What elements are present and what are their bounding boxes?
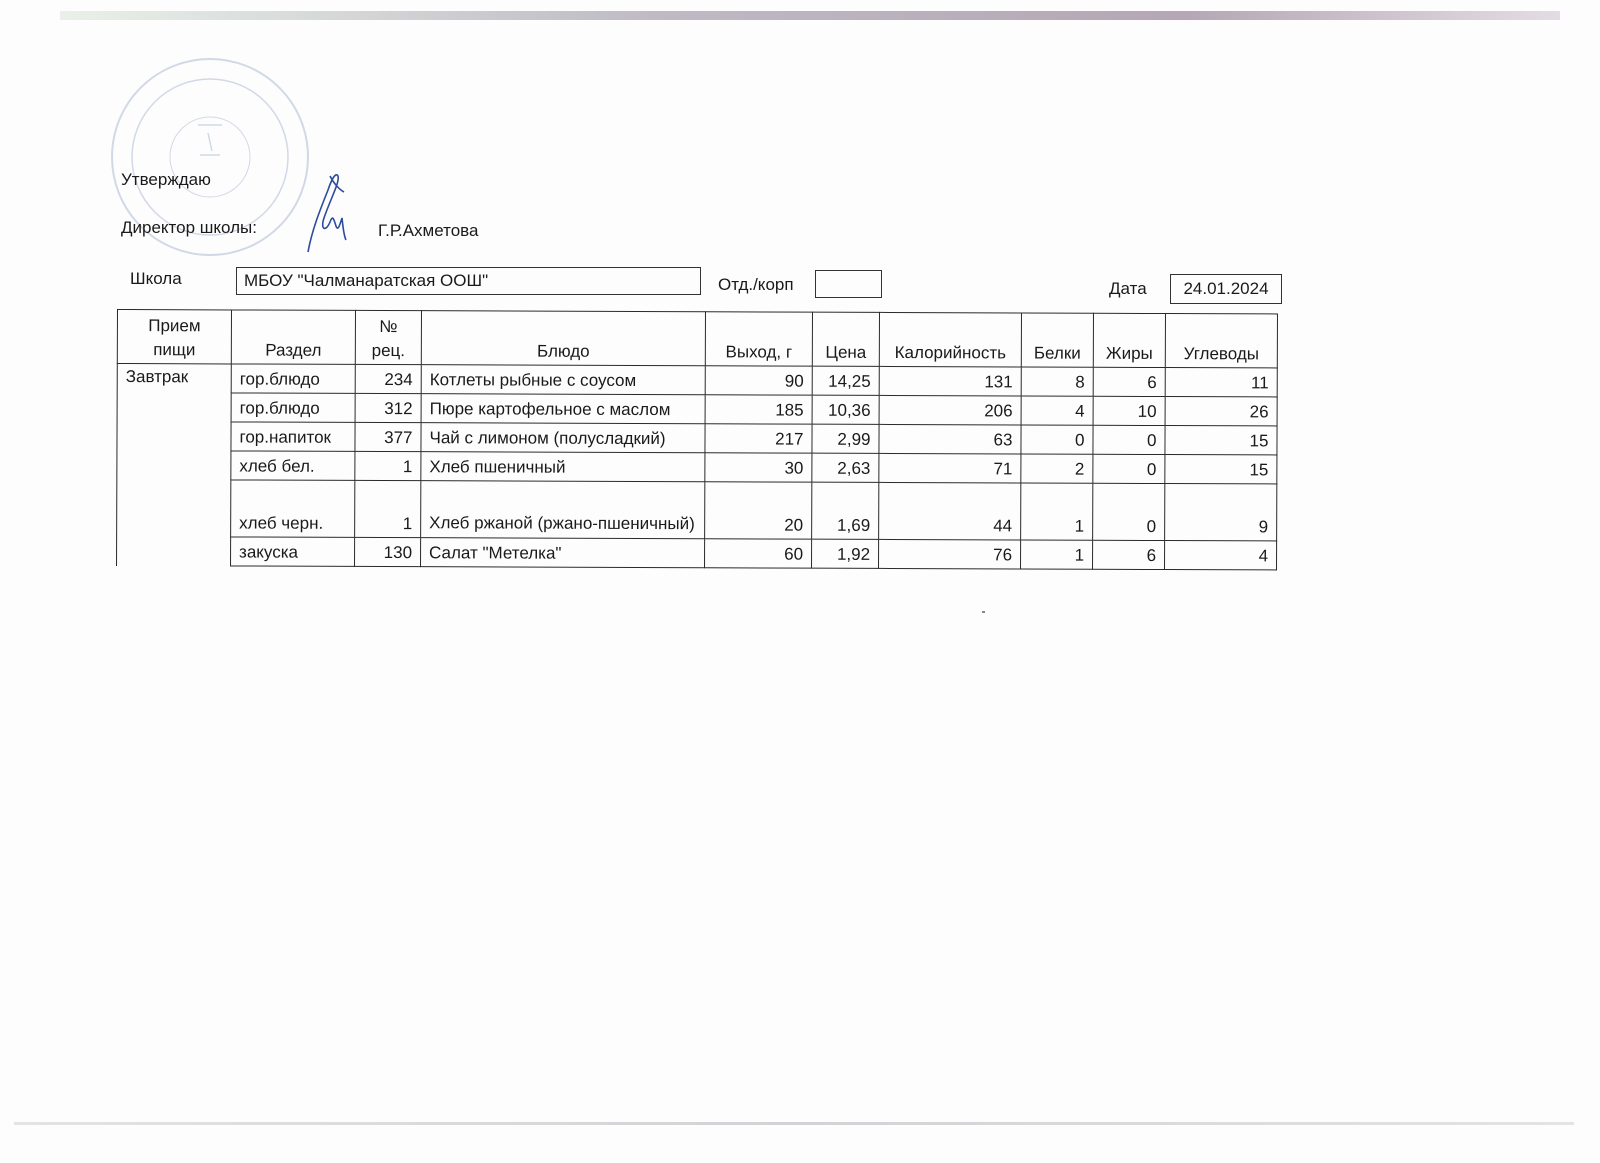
col-header-calories: Калорийность: [879, 312, 1021, 367]
col-header-carbs: Углеводы: [1165, 314, 1277, 368]
director-label: Директор школы:: [121, 218, 257, 237]
col-header-fat: Жиры: [1093, 313, 1165, 367]
dept-label: Отд./корп: [718, 275, 794, 294]
fat-cell: 10: [1093, 396, 1165, 425]
dept-field: [815, 270, 882, 298]
price-cell: 2,99: [812, 424, 879, 453]
protein-cell: 1: [1021, 540, 1093, 569]
dish-cell: Котлеты рыбные с соусом: [421, 365, 705, 395]
header-row: [117, 310, 1277, 368]
calories-cell: 206: [879, 395, 1021, 425]
table-row: [117, 480, 1277, 541]
section-cell: закуска: [231, 537, 355, 566]
fat-cell: 6: [1093, 367, 1165, 396]
protein-cell: 4: [1021, 396, 1093, 425]
calories-cell: 44: [879, 482, 1021, 540]
approve-label: Утверждаю: [121, 170, 211, 189]
meal-cell: Завтрак: [117, 364, 232, 566]
col-header-yield: Выход, г: [705, 312, 812, 366]
price-cell: 10,36: [812, 395, 879, 424]
yield-cell: 20: [705, 482, 812, 539]
fat-cell: 0: [1093, 483, 1165, 540]
carbs-cell: 4: [1165, 541, 1277, 570]
col-header-recipe: № рец.: [355, 310, 421, 364]
col-header-meal: Прием пищи: [117, 310, 231, 364]
recipe-cell: 312: [355, 393, 421, 422]
director-name: Г.Р.Ахметова: [378, 221, 479, 240]
calories-cell: 63: [879, 424, 1021, 454]
price-cell: 1,92: [812, 539, 879, 568]
yield-cell: 185: [705, 395, 812, 424]
yield-cell: 60: [705, 539, 812, 568]
recipe-cell: 377: [355, 422, 421, 451]
director-signature: [300, 170, 350, 255]
section-cell: гор.блюдо: [231, 364, 355, 393]
dish-cell: Хлеб пшеничный: [421, 452, 705, 482]
calories-cell: 71: [879, 453, 1021, 483]
dish-cell: Пюре картофельное с маслом: [421, 394, 705, 424]
recipe-cell: 1: [355, 480, 421, 537]
school-label: Школа: [130, 269, 182, 288]
table-row: [117, 422, 1277, 455]
carbs-cell: 11: [1165, 368, 1277, 397]
dish-cell: Хлеб ржаной (ржано-пшеничный): [421, 481, 705, 539]
col-header-section: Раздел: [231, 310, 355, 364]
price-cell: 1,69: [812, 482, 879, 539]
table-row: [117, 393, 1277, 426]
scan-edge-top: [60, 11, 1560, 20]
calories-cell: 131: [879, 366, 1021, 396]
yield-cell: 90: [705, 366, 812, 395]
col-header-price: Цена: [812, 312, 879, 366]
col-header-dish: Блюдо: [421, 311, 705, 366]
date-label: Дата: [1109, 279, 1147, 298]
protein-cell: 2: [1021, 454, 1093, 483]
col-header-protein: Белки: [1021, 313, 1093, 367]
section-cell: хлеб бел.: [231, 451, 355, 480]
dish-cell: Чай с лимоном (полусладкий): [421, 423, 705, 453]
protein-cell: 0: [1021, 425, 1093, 454]
yield-cell: 217: [705, 424, 812, 453]
carbs-cell: 26: [1165, 397, 1277, 426]
fat-cell: 6: [1093, 540, 1165, 569]
carbs-cell: 15: [1165, 455, 1277, 484]
price-cell: 14,25: [812, 366, 879, 395]
price-cell: 2,63: [812, 453, 879, 482]
scan-edge-bottom: [14, 1122, 1574, 1125]
fat-cell: 0: [1093, 454, 1165, 483]
carbs-cell: 9: [1165, 484, 1277, 541]
recipe-cell: 234: [355, 364, 421, 393]
dish-cell: Салат "Метелка": [421, 538, 705, 568]
carbs-cell: 15: [1165, 426, 1277, 455]
school-field: МБОУ "Чалманаратская ООШ": [236, 267, 701, 295]
table-row: [117, 537, 1277, 570]
table-row: [117, 364, 1277, 397]
fat-cell: 0: [1093, 425, 1165, 454]
scan-speck: [982, 611, 985, 613]
yield-cell: 30: [705, 453, 812, 482]
section-cell: хлеб черн.: [231, 480, 355, 537]
protein-cell: 1: [1021, 483, 1093, 540]
protein-cell: 8: [1021, 367, 1093, 396]
recipe-cell: 1: [355, 451, 421, 480]
table-row: [117, 451, 1277, 484]
calories-cell: 76: [879, 539, 1021, 569]
section-cell: гор.напиток: [231, 422, 355, 451]
menu-table: [116, 309, 1278, 570]
section-cell: гор.блюдо: [231, 393, 355, 422]
date-field: 24.01.2024: [1170, 274, 1282, 304]
recipe-cell: 130: [355, 537, 421, 566]
